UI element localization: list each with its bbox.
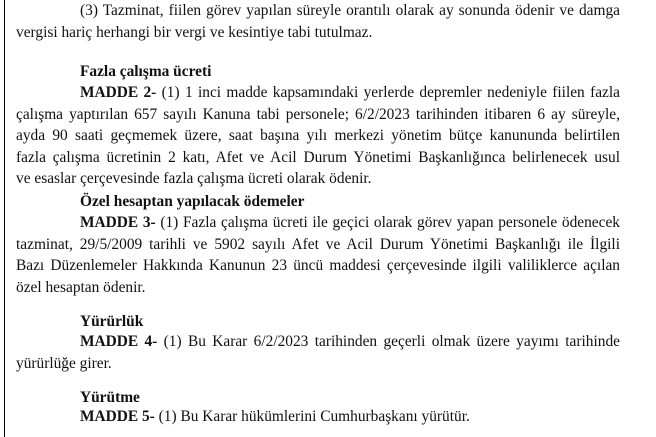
madde-3-line-3: Bazı Düzenlemeler Hakkında Kanunun 23 üncü maddesi çerçevesinde ilgili valiliklerce açılan <box>16 257 620 275</box>
madde-5-text-1: (1) Bu Karar hükümlerini Cumhurbaşkanı yürütür. <box>154 408 470 425</box>
heading-ozel-hesap: Özel hesaptan yapılacak ödemeler <box>80 193 305 210</box>
madde-3-label: MADDE 3- <box>80 214 156 231</box>
intro-line-2: vergisi hariç herhangi bir vergi ve kesintiye tabi tutulmaz. <box>16 23 373 41</box>
heading-yururluk: Yürürlük <box>80 313 144 330</box>
madde-2-line-5: ve esaslar çerçevesinde fazla çalışma ücreti olarak ödenir. <box>16 170 372 188</box>
madde-4-text-1: (1) Bu Karar 6/2/2023 tarihinden geçerli olmak üzere yayımı tarihinde <box>157 333 620 350</box>
madde-4-label: MADDE 4- <box>80 333 158 350</box>
madde-5-paragraph <box>80 406 620 428</box>
page-edge-line <box>4 0 5 437</box>
madde-4-paragraph <box>16 331 620 374</box>
intro-line-1: (3) Tazminat, fiilen görev yapılan süreyle orantılı olarak ay sonunda ödenir ve damga <box>80 2 620 19</box>
madde-2-line-2: çalışma yaptırılan 657 sayılı Kanuna tabi personele; 6/2/2023 tarihinden itibaren 6 ay süreyle, <box>16 105 620 123</box>
heading-fazla-calisma: Fazla çalışma ücreti <box>80 63 212 80</box>
madde-2-label: MADDE 2- <box>80 84 157 101</box>
madde-2-paragraph <box>16 82 620 190</box>
heading-yurutme: Yürütme <box>80 389 140 406</box>
madde-4-line-2: yürürlüğe girer. <box>16 354 112 372</box>
madde-3-text-1: (1) Fazla çalışma ücreti ile geçici olarak görev yapan personele ödenecek <box>155 214 620 231</box>
intro-paragraph <box>16 0 620 43</box>
madde-2-text-1: (1) 1 inci madde kapsamındaki yerlerde depremler nedeniyle fiilen fazla <box>156 84 620 101</box>
madde-3-line-2: tazminat, 29/5/2009 tarihli ve 5902 sayılı Afet ve Acil Durum Yönetimi Başkanlığı ile İlgili <box>16 235 620 253</box>
madde-4-line-1 <box>80 331 620 353</box>
madde-2-line-3: ayda 90 saati geçmemek üzere, saat başına yılı merkezi yönetim bütçe kanununda belirtilen <box>16 127 620 145</box>
madde-2-line-4: fazla çalışma ücretinin 2 katı, Afet ve Acil Durum Yönetimi Başkanlığınca belirlenecek usul <box>16 148 620 166</box>
madde-5-line-1 <box>80 406 620 428</box>
madde-3-line-1 <box>80 212 620 234</box>
madde-5-label: MADDE 5- <box>80 408 155 425</box>
madde-3-paragraph <box>16 212 620 298</box>
madde-3-line-4: özel hesaptan ödenir. <box>16 278 146 296</box>
madde-2-line-1 <box>80 82 620 104</box>
